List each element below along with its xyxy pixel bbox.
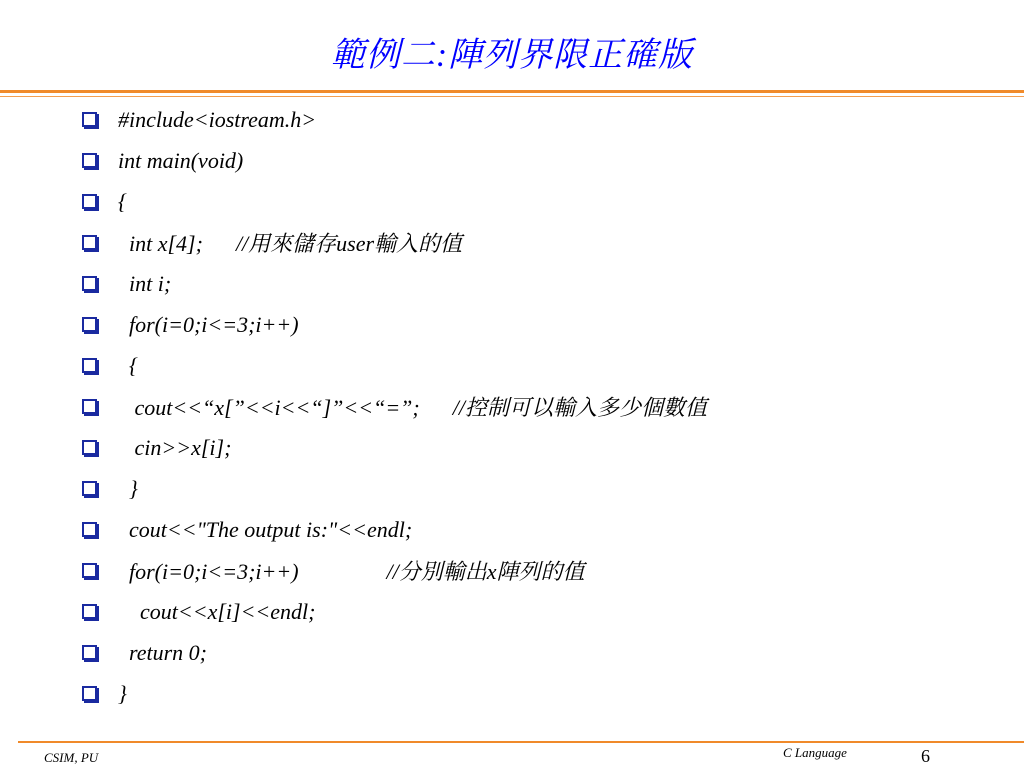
square-bullet-icon — [82, 153, 97, 168]
square-bullet-icon — [82, 235, 97, 250]
code-line-text: cin>>x[i]; — [118, 434, 232, 460]
code-line-text: { — [118, 188, 127, 214]
square-bullet-icon — [82, 317, 97, 332]
code-line — [82, 140, 707, 181]
square-bullet-icon — [82, 522, 97, 537]
code-line — [82, 181, 707, 222]
code-line — [82, 222, 707, 263]
code-line — [82, 468, 707, 509]
code-bullet-list — [82, 99, 707, 714]
square-bullet-icon — [82, 358, 97, 373]
code-line — [82, 591, 707, 632]
square-bullet-icon — [82, 645, 97, 660]
square-bullet-icon — [82, 604, 97, 619]
footer-organization: CSIM, PU — [44, 750, 99, 765]
title-underline — [0, 90, 1024, 93]
footer-course-name: C Language — [783, 745, 847, 760]
code-line-text: return 0; — [118, 639, 208, 665]
code-line — [82, 345, 707, 386]
code-line-text: cout<<"The output is:"<<endl; — [118, 516, 413, 542]
code-line-text: int x[4]; //用來儲存user輸入的值 — [118, 231, 463, 256]
title-underline-thin — [0, 96, 1024, 97]
footer-divider — [18, 741, 1024, 743]
page-number: 6 — [921, 746, 930, 766]
square-bullet-icon — [82, 440, 97, 455]
code-line — [82, 386, 707, 427]
code-line-text: } — [118, 680, 127, 706]
code-line-text: for(i=0;i<=3;i++) — [118, 311, 299, 337]
square-bullet-icon — [82, 686, 97, 701]
code-line — [82, 673, 707, 714]
code-line-text: cout<<“x[”<<i<<“]”<<“=”; //控制可以輸入多少個數值 — [118, 395, 707, 420]
code-line-text: cout<<x[i]<<endl; — [118, 598, 316, 624]
slide-title: 範例二:陣列界限正確版 — [330, 37, 694, 74]
square-bullet-icon — [82, 563, 97, 578]
square-bullet-icon — [82, 481, 97, 496]
code-line — [82, 99, 707, 140]
square-bullet-icon — [82, 399, 97, 414]
code-line-text: int main(void) — [118, 147, 244, 173]
code-line — [82, 304, 707, 345]
code-line — [82, 632, 707, 673]
code-line — [82, 550, 707, 591]
code-line-text: } — [118, 475, 138, 501]
code-line-text: { — [118, 352, 138, 378]
square-bullet-icon — [82, 112, 97, 127]
code-line — [82, 427, 707, 468]
code-line-text: #include<iostream.h> — [118, 106, 317, 132]
square-bullet-icon — [82, 194, 97, 209]
square-bullet-icon — [82, 276, 97, 291]
code-line-text: int i; — [118, 270, 172, 296]
code-line-text: for(i=0;i<=3;i++) //分別輸出x陣列的值 — [118, 559, 585, 584]
code-line — [82, 509, 707, 550]
code-line — [82, 263, 707, 304]
